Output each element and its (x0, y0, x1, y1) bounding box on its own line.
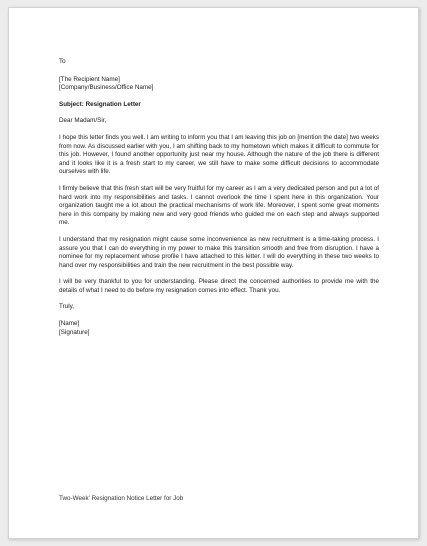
footer-caption: Two-Week' Resignation Notice Letter for Job (59, 495, 184, 502)
paragraph-1: I hope this letter finds you well. I am writing to inform you that I am leaving this job on [mention the date] two weeks from now. As discussed earlier with you, I am shifting back to my hometown which makes it difficult to commute for this job. However, I found another opportunity just near my house. Although the nature of the job there is different and it looks like it is a fresh start to my career, we still have to make some difficult decisions to accommodate ourselves with life. (59, 133, 379, 176)
paragraph-4: I will be very thankful to you for understanding. Please direct the concerned authorities to provide me with the details of what I need to do before my resignation comes into effect. Thank you. (59, 278, 379, 294)
salutation: Dear Madam/Sir, (59, 117, 107, 125)
sender-name: [Name] (59, 320, 80, 328)
recipient-name: [The Recipient Name] (59, 75, 120, 83)
paragraph-2: I firmly believe that this fresh start will be very fruitful for my career as I am a very dedicated person and put a lot of hard work into my responsibilities and tasks. I cannot overlook the time I spent here in this organization. Your organization taught me a lot about the practical mechanisms of work life. Moreover, I spent some great moments here in this company by making new and very good friends who guided me on each step and always supported me. (59, 184, 379, 227)
sender-signature: [Signature] (59, 328, 90, 336)
to-line: To (59, 58, 66, 65)
letter-body (59, 58, 379, 337)
paragraph-3: I understand that my resignation might cause some inconvenience as new recruitment is a time-taking process. I assure you that I can do everything in my power to make this transition smooth and free from disruption. I have a nominee for my replacement whose profile I have attached to this letter. I will do everything in these two weeks to hand over my responsibilities and train the new recruitment in the best possible way. (59, 235, 379, 269)
document-page (8, 7, 419, 539)
subject-line: Subject: Resignation Letter (59, 100, 141, 108)
closing: Truly, (59, 303, 75, 311)
recipient-company: [Company/Business/Office Name] (59, 84, 154, 92)
